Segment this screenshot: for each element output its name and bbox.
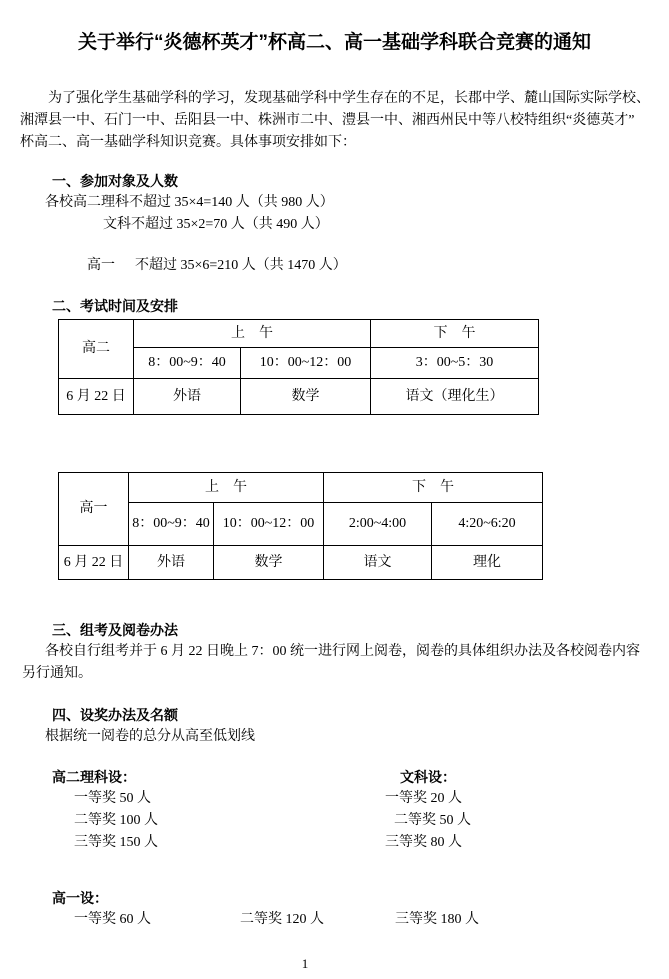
participants-arts-line: 文科不超过 35×2=70 人（共 490 人） xyxy=(103,217,329,232)
award-line: 二等奖 50 人 xyxy=(394,813,471,828)
participants-gao1-label: 高一 xyxy=(87,258,115,273)
gao2-subject-cell: 数学 xyxy=(241,379,371,415)
awards-rule-line: 根据统一阅卷的总分从高至低划线 xyxy=(45,729,255,744)
intro-line: 为了强化学生基础学科的学习，发现基础学科中学生存在的不足，长郡中学、麓山国际实际学校、 xyxy=(48,91,650,106)
gao1-time-cell: 2:00~4:00 xyxy=(324,503,432,546)
gao1-morning-header-cell: 上 午 xyxy=(129,473,324,503)
gao1-afternoon-header-cell: 下 午 xyxy=(324,473,543,503)
liberal-arts-awards-heading: 文科设： xyxy=(400,769,456,785)
gao2-time-cell: 10：00~12：00 xyxy=(241,348,371,379)
gao1-subject-cell: 数学 xyxy=(214,546,324,580)
gao1-subject-cell: 理化 xyxy=(432,546,543,580)
section-schedule-heading: 二、考试时间及安排 xyxy=(52,298,178,314)
award-line: 一等奖 50 人 xyxy=(74,791,151,806)
award-line: 一等奖 20 人 xyxy=(385,791,462,806)
gao2-science-awards-heading: 高二理科设： xyxy=(52,769,136,785)
gao2-grade-cell: 高二 xyxy=(59,320,134,379)
intro-line: 杯高二、高一基础学科知识竞赛。具体事项安排如下： xyxy=(20,135,356,150)
gao2-science-awards xyxy=(52,766,332,854)
liberal-arts-awards xyxy=(385,766,471,854)
gao2-subject-cell: 语文（理化生） xyxy=(371,379,539,415)
gao2-exam-table xyxy=(58,319,539,415)
award-line: 二等奖 120 人 xyxy=(240,912,324,927)
gao1-subject-cell: 外语 xyxy=(129,546,214,580)
gao2-time-cell: 3：00~5：30 xyxy=(371,348,539,379)
grading-body-line: 另行通知。 xyxy=(22,666,92,681)
section-participants-heading: 一、参加对象及人数 xyxy=(52,173,178,189)
participants-science-line: 各校高二理科不超过 35×4=140 人（共 980 人） xyxy=(45,195,334,210)
gao2-morning-header-cell: 上 午 xyxy=(134,320,371,348)
grading-body-line: 各校自行组考并于 6 月 22 日晚上 7：00 统一进行网上阅卷，阅卷的具体组织办法及各校阅卷内容 xyxy=(45,644,640,659)
gao1-exam-table xyxy=(58,472,543,580)
gao1-awards-heading: 高一设： xyxy=(52,890,108,906)
document-page xyxy=(0,30,669,979)
award-line: 三等奖 80 人 xyxy=(385,835,462,850)
gao2-date-cell: 6 月 22 日 xyxy=(59,379,134,415)
gao1-time-cell: 4:20~6:20 xyxy=(432,503,543,546)
page-number: 1 xyxy=(301,956,309,971)
intro-line: 湘潭县一中、石门一中、岳阳县一中、株洲市二中、澧县一中、湘西州民中等八校特组织“炎德英才” xyxy=(20,113,635,128)
gao1-awards-line xyxy=(0,909,669,931)
section-grading-heading: 三、组考及阅卷办法 xyxy=(52,622,178,638)
gao2-time-cell: 8：00~9：40 xyxy=(134,348,241,379)
award-line: 一等奖 60 人 xyxy=(74,912,151,927)
participants-gao1-line xyxy=(87,255,669,277)
gao1-date-cell: 6 月 22 日 xyxy=(59,546,129,580)
gao1-time-cell: 8：00~9：40 xyxy=(129,503,214,546)
section-awards-heading: 四、设奖办法及名额 xyxy=(52,707,178,723)
page-title: 关于举行“炎德杯英才”杯高二、高一基础学科联合竞赛的通知 xyxy=(77,32,591,53)
award-line: 三等奖 180 人 xyxy=(395,912,479,927)
gao1-subject-cell: 语文 xyxy=(324,546,432,580)
award-line: 三等奖 150 人 xyxy=(74,835,158,850)
awards-columns xyxy=(0,766,669,854)
participants-gao1-text: 不超过 35×6=210 人（共 1470 人） xyxy=(135,258,347,273)
gao1-grade-cell: 高一 xyxy=(59,473,129,546)
award-line: 二等奖 100 人 xyxy=(74,813,158,828)
gao2-afternoon-header-cell: 下 午 xyxy=(371,320,539,348)
intro-paragraph xyxy=(20,88,649,154)
gao1-time-cell: 10：00~12：00 xyxy=(214,503,324,546)
gao2-subject-cell: 外语 xyxy=(134,379,241,415)
